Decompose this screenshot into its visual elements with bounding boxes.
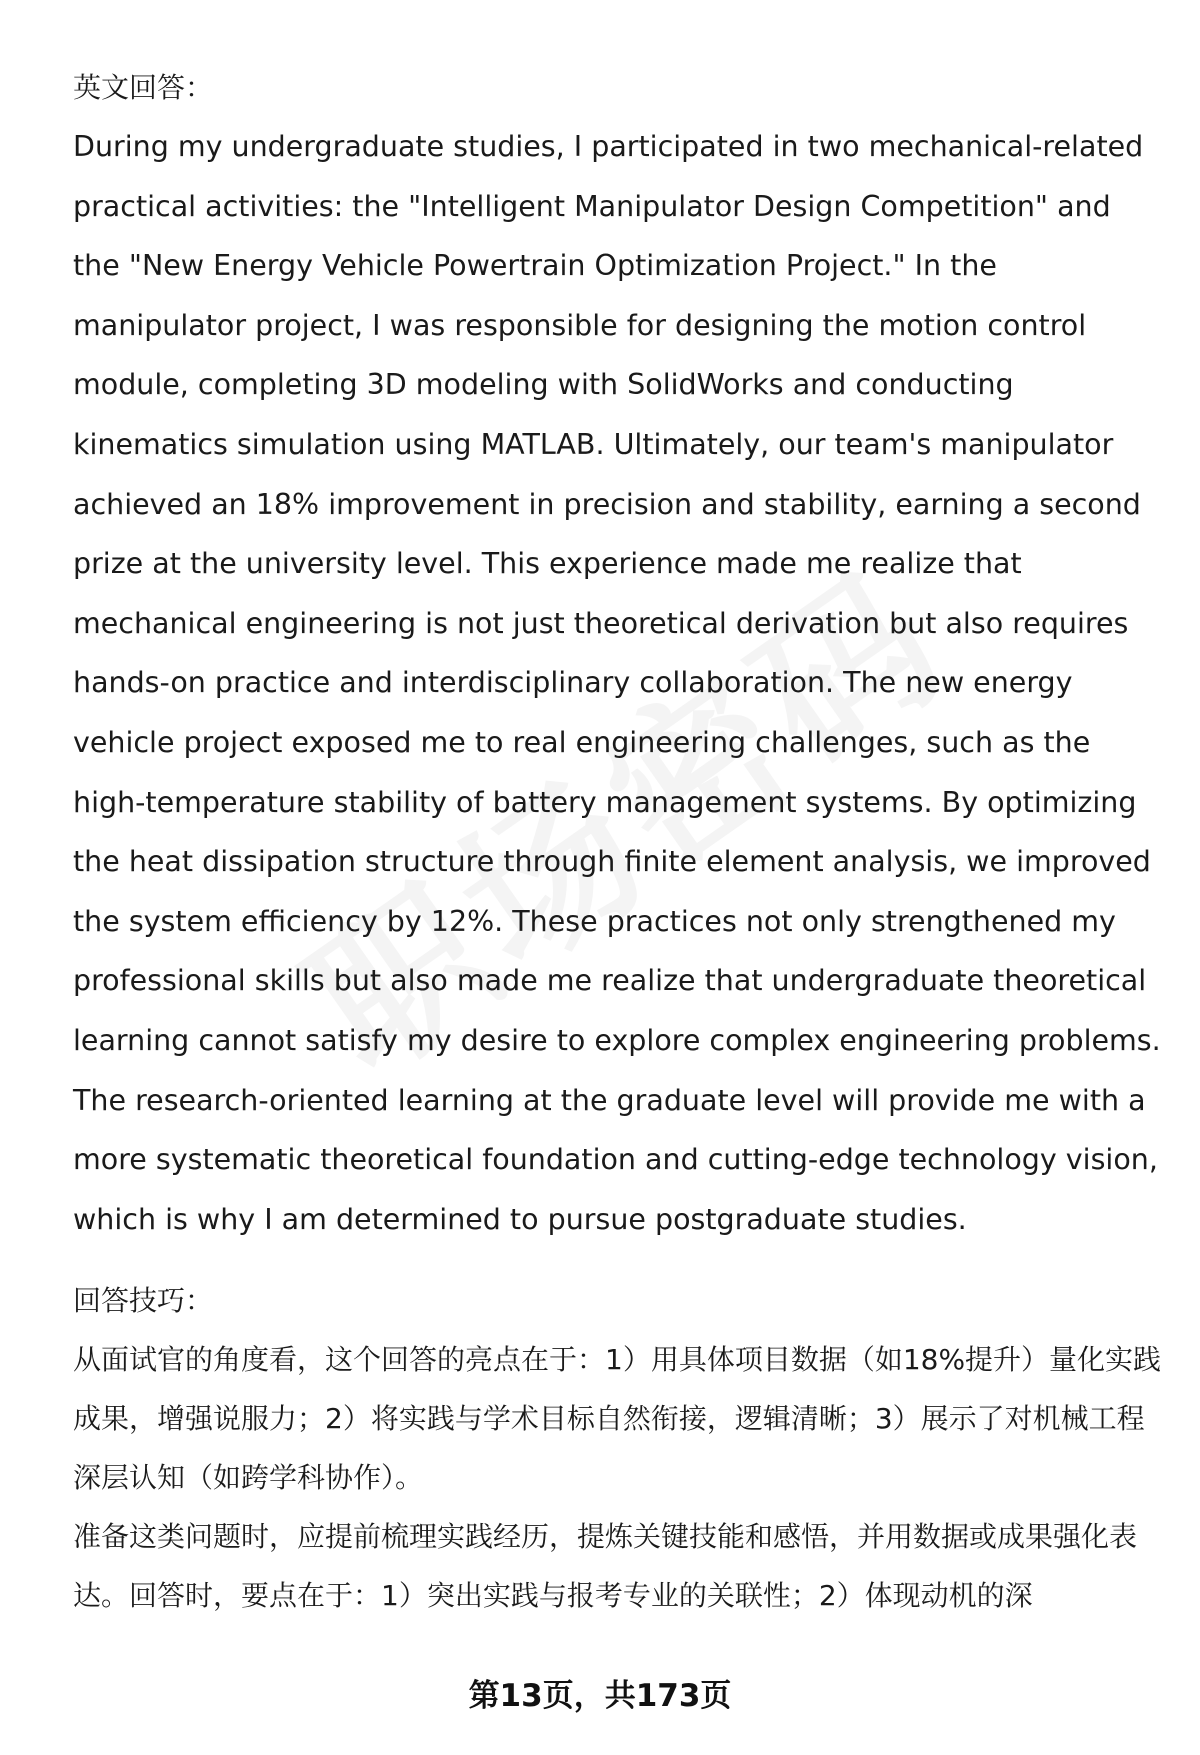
tips-paragraph-2: 准备这类问题时，应提前梳理实践经历，提炼关键技能和感悟，并用数据或成果强化表达。回答时，要点在于：1）突出实践与报考专业的关联性；2）体现动机的深 [73, 1520, 1138, 1613]
tips-paragraph-1: 从面试官的角度看，这个回答的亮点在于：1）用具体项目数据（如18%提升）量化实践成果，增强说服力；2）将实践与学术目标自然衔接，逻辑清晰；3）展示了对机械工程深层认知（如跨学科协作）。 [73, 1343, 1162, 1495]
answer-paragraph: During my undergraduate studies, I participated in two mechanical-related practical activities: the "Intelligent Manipulator Design Competition" and the "New Energy Vehicle Powertrain Optimization Project." In the manipulator project, I was responsible for designing the motion control module, completing 3D modeling with SolidWorks and conducting kinematics simulation using MATLAB. Ultimately, our team's manipulator achieved an 18% improvement in precision and stability, earning a second prize at the university level. This experience made me realize that mechanical engineering is not just theoretical derivation but also requires hands-on practice and interdisciplinary collaboration. The new energy vehicle project exposed me to real engineering challenges, such as the high-temperature stability of battery management systems. By optimizing the heat dissipation structure through finite element analysis, we improved the system efficiency by 12%. These practices not only strengthened my professional skills but also made me realize that undergraduate theoretical learning cannot satisfy my desire to explore complex engineering problems. The research-oriented learning at the graduate level will provide me with a more systematic theoretical foundation and cutting-edge technology vision, which is why I am determined to pursue postgraduate studies. [73, 130, 1161, 1236]
document-body [73, 58, 1163, 1625]
tips-heading: 回答技巧： [73, 1284, 214, 1318]
page-number: 第13页，共173页 [468, 1678, 732, 1714]
answer-heading: 英文回答： [73, 71, 214, 104]
